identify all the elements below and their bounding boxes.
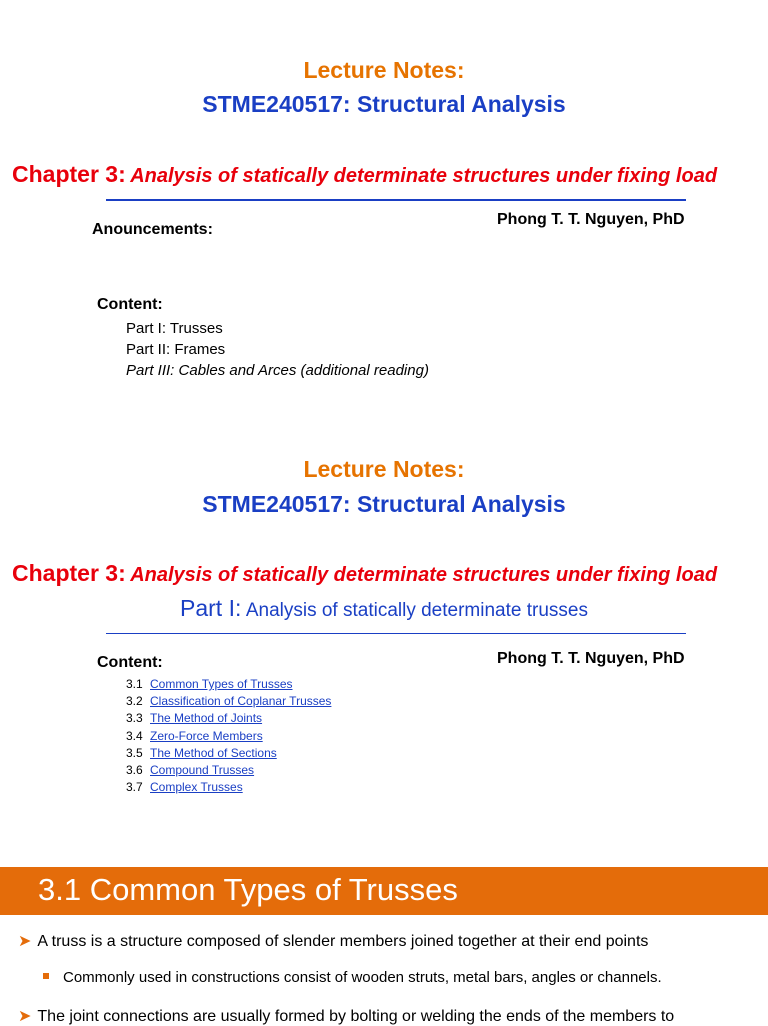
arrow-bullet-icon: ➤ <box>18 933 32 950</box>
toc-item <box>126 693 331 710</box>
toc-link[interactable]: Classification of Coplanar Trusses <box>150 694 332 709</box>
part-item: Part III: Cables and Arces (additional reading) <box>126 362 429 379</box>
toc-number: 3.3 <box>126 711 143 726</box>
course-title: STME240517: Structural Analysis <box>202 491 566 517</box>
toc-item <box>126 762 331 779</box>
chapter-heading <box>12 161 717 188</box>
part-heading <box>0 595 768 622</box>
arrow-bullet-icon: ➤ <box>18 1008 32 1025</box>
chapter-title: Analysis of statically determinate structures under fixing load <box>130 564 718 586</box>
sub-bullet-item <box>43 969 662 986</box>
toc-link[interactable]: Compound Trusses <box>150 763 255 778</box>
toc-number: 3.1 <box>126 677 143 691</box>
section-title: 3.1 Common Types of Trusses <box>38 872 458 907</box>
toc-item <box>126 779 331 796</box>
bullet-item <box>18 1006 674 1026</box>
content-heading: Content: <box>97 654 163 671</box>
content-heading: Content: <box>97 296 163 313</box>
part-item: Part II: Frames <box>126 341 226 358</box>
toc-link[interactable]: The Method of Sections <box>150 745 277 760</box>
part-title: Analysis of statically determinate trusses <box>245 600 588 621</box>
lecture-notes-label: Lecture Notes: <box>303 57 465 83</box>
toc-link[interactable]: Zero-Force Members <box>150 728 263 743</box>
toc-link[interactable]: The Method of Joints <box>150 711 263 726</box>
sub-bullet-text: Commonly used in constructions consist of wooden struts, metal bars, angles or channels. <box>63 969 662 986</box>
toc-number: 3.6 <box>126 763 143 778</box>
course-title: STME240517: Structural Analysis <box>202 91 566 117</box>
toc-number: 3.7 <box>126 780 143 795</box>
toc-number: 3.5 <box>126 745 143 760</box>
toc-link[interactable]: Complex Trusses <box>150 780 243 795</box>
parts-list <box>126 318 429 381</box>
toc-number: 3.4 <box>126 728 143 743</box>
slide-2 <box>0 400 768 840</box>
chapter-title: Analysis of statically determinate structures under fixing load <box>130 165 718 187</box>
divider-line <box>106 633 686 634</box>
toc-link[interactable]: Common Types of Trusses <box>150 677 293 691</box>
part-label: Part I: <box>180 595 242 621</box>
toc-item <box>126 710 331 727</box>
bullet-text: A truss is a structure composed of slender members joined together at their end points <box>37 933 649 950</box>
bullet-item <box>18 931 648 951</box>
chapter-label: Chapter 3: <box>12 560 126 586</box>
lecture-notes-label: Lecture Notes: <box>303 456 465 482</box>
toc-number: 3.2 <box>126 694 143 709</box>
part-item: Part I: Trusses <box>126 320 223 337</box>
toc-item <box>126 728 331 745</box>
table-of-contents <box>126 676 331 796</box>
section-title-bar <box>0 867 768 915</box>
toc-item <box>126 676 331 693</box>
author-name: Phong T. T. Nguyen, PhD <box>497 211 685 228</box>
announcements-label: Anouncements: <box>92 221 213 238</box>
slide-1 <box>0 0 768 400</box>
author-name: Phong T. T. Nguyen, PhD <box>497 650 685 667</box>
square-bullet-icon <box>43 973 49 979</box>
divider-line <box>106 199 686 201</box>
slide-3 <box>0 840 768 1024</box>
toc-item <box>126 745 331 762</box>
chapter-label: Chapter 3: <box>12 161 126 187</box>
chapter-heading <box>12 560 717 587</box>
bullet-text: The joint connections are usually formed by bolting or welding the ends of the members to <box>37 1008 675 1025</box>
